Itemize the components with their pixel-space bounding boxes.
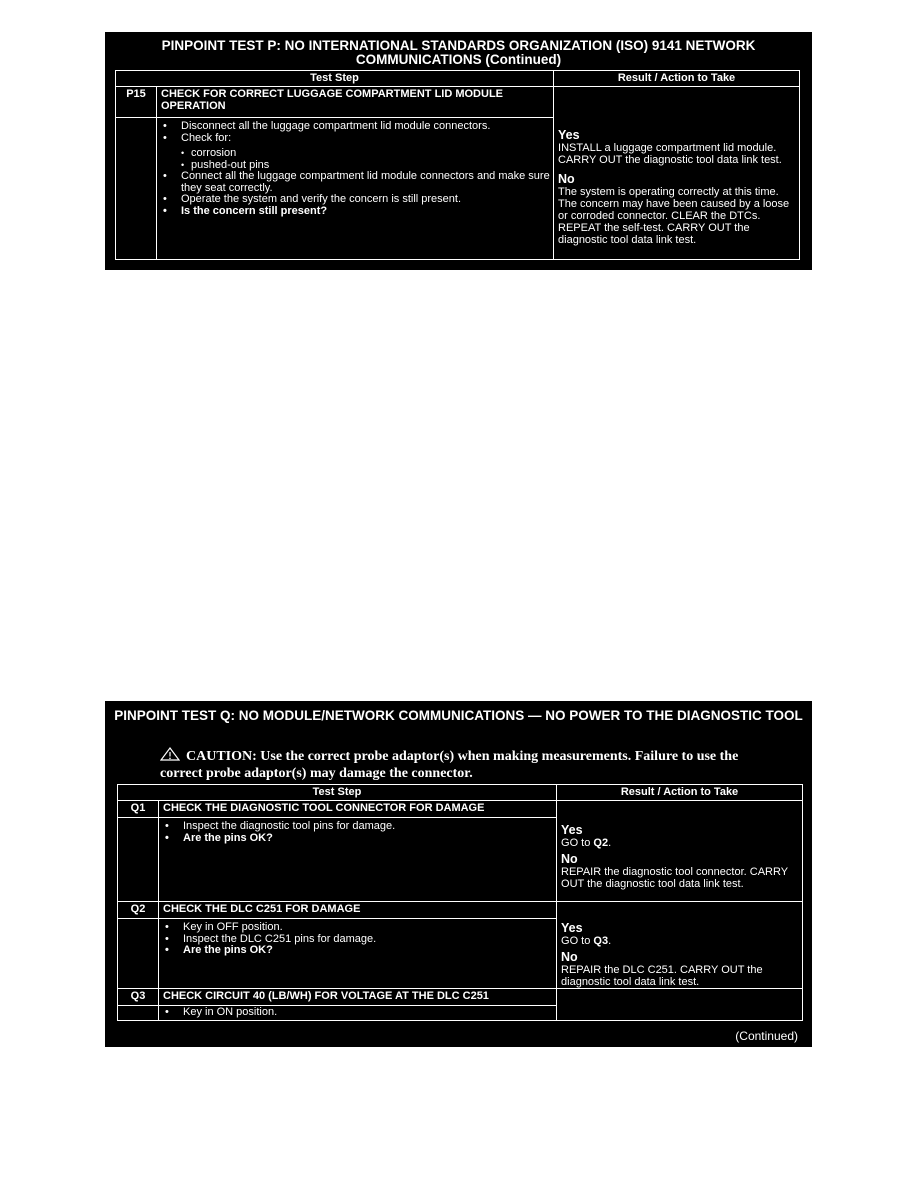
yes-label: Yes bbox=[561, 921, 583, 935]
warning-triangle-icon bbox=[160, 747, 180, 761]
step-id: P15 bbox=[116, 87, 157, 118]
action-item: • Connect all the luggage compartment lid module connectors and make sure they seat correctly. bbox=[157, 171, 553, 194]
yes-action: INSTALL a luggage compartment lid module. CARRY OUT the diagnostic tool data link test. bbox=[558, 142, 782, 166]
step-name: CHECK CIRCUIT 40 (LB/WH) FOR VOLTAGE AT THE DLC C251 bbox=[159, 989, 557, 1006]
goto-step-link[interactable]: Q3 bbox=[593, 935, 609, 947]
caution-note bbox=[160, 747, 780, 782]
caution-text: CAUTION: Use the correct probe adaptor(s) when making measurements. Failure to use the correct probe adaptor(s) may damage the connector. bbox=[160, 749, 739, 781]
action-question: • Are the pins OK? bbox=[159, 833, 556, 845]
yes-action: GO to Q3. bbox=[561, 935, 612, 947]
step-result bbox=[557, 989, 803, 1021]
step-name: CHECK FOR CORRECT LUGGAGE COMPARTMENT LID MODULE OPERATION bbox=[157, 87, 554, 118]
step-title-row bbox=[118, 989, 803, 1006]
no-action: REPAIR the DLC C251. CARRY OUT the diagnostic tool data link test. bbox=[561, 964, 763, 988]
step-actions bbox=[159, 919, 557, 989]
pinpoint-test-p-title: PINPOINT TEST P: NO INTERNATIONAL STANDARDS ORGANIZATION (ISO) 9141 NETWORK COMMUNICATIONS (Continued) bbox=[161, 38, 756, 67]
no-action: REPAIR the diagnostic tool connector. CARRY OUT the diagnostic tool data link test. bbox=[561, 866, 788, 890]
no-label: No bbox=[561, 852, 578, 866]
result-header: Result / Action to Take bbox=[554, 71, 800, 87]
step-id: Q2 bbox=[118, 902, 159, 919]
pinpoint-test-q-title: PINPOINT TEST Q: NO MODULE/NETWORK COMMUNICATIONS — NO POWER TO THE DIAGNOSTIC TOOL bbox=[114, 708, 803, 723]
test-step-header: Test Step bbox=[116, 71, 554, 87]
step-name: CHECK THE DIAGNOSTIC TOOL CONNECTOR FOR DAMAGE bbox=[159, 801, 557, 818]
check-item: • corrosion bbox=[181, 148, 553, 160]
no-action: The system is operating correctly at this time. The concern may have been caused by a loose or corroded connector. CLEAR the DTCs. REPEAT the self-test. CARRY OUT the diagnostic tool data link test. bbox=[558, 186, 790, 246]
step-name: CHECK THE DLC C251 FOR DAMAGE bbox=[159, 902, 557, 919]
step-id: Q1 bbox=[118, 801, 159, 818]
no-label: No bbox=[561, 950, 578, 964]
action-item: • Key in OFF position. bbox=[159, 922, 556, 934]
pinpoint-test-p-panel bbox=[105, 32, 812, 270]
action-item: • Disconnect all the luggage compartment lid module connectors. bbox=[157, 121, 553, 133]
step-id: Q3 bbox=[118, 989, 159, 1006]
step-actions bbox=[159, 1006, 557, 1021]
action-question: • Are the pins OK? bbox=[159, 945, 556, 957]
step-result bbox=[557, 801, 803, 902]
continued-label: (Continued) bbox=[735, 1029, 798, 1043]
step-result bbox=[554, 87, 800, 260]
step-result bbox=[557, 902, 803, 989]
step-title-row bbox=[118, 902, 803, 919]
table-header-row bbox=[116, 71, 800, 87]
step-title-row bbox=[118, 801, 803, 818]
pinpoint-test-p-table bbox=[115, 70, 800, 260]
step-actions bbox=[159, 818, 557, 902]
action-item bbox=[157, 133, 553, 172]
action-question: • Is the concern still present? bbox=[157, 206, 553, 218]
action-text: Check for: bbox=[181, 131, 232, 144]
step-title-row bbox=[116, 87, 800, 118]
table-header-row bbox=[118, 785, 803, 801]
yes-label: Yes bbox=[558, 128, 580, 142]
pinpoint-test-q-panel bbox=[105, 701, 812, 1047]
action-item: • Key in ON position. bbox=[159, 1007, 556, 1019]
result-header: Result / Action to Take bbox=[557, 785, 803, 801]
action-item: • Operate the system and verify the concern is still present. bbox=[157, 194, 553, 206]
action-item: • Inspect the DLC C251 pins for damage. bbox=[159, 934, 556, 946]
test-step-header: Test Step bbox=[118, 785, 557, 801]
goto-step-link[interactable]: Q2 bbox=[593, 837, 609, 849]
step-actions bbox=[157, 118, 554, 260]
check-item: • pushed-out pins bbox=[181, 160, 553, 172]
action-item: • Inspect the diagnostic tool pins for damage. bbox=[159, 821, 556, 833]
yes-action: GO to Q2. bbox=[561, 837, 612, 849]
pinpoint-test-q-table bbox=[117, 784, 803, 1021]
yes-label: Yes bbox=[561, 823, 583, 837]
no-label: No bbox=[558, 172, 575, 186]
